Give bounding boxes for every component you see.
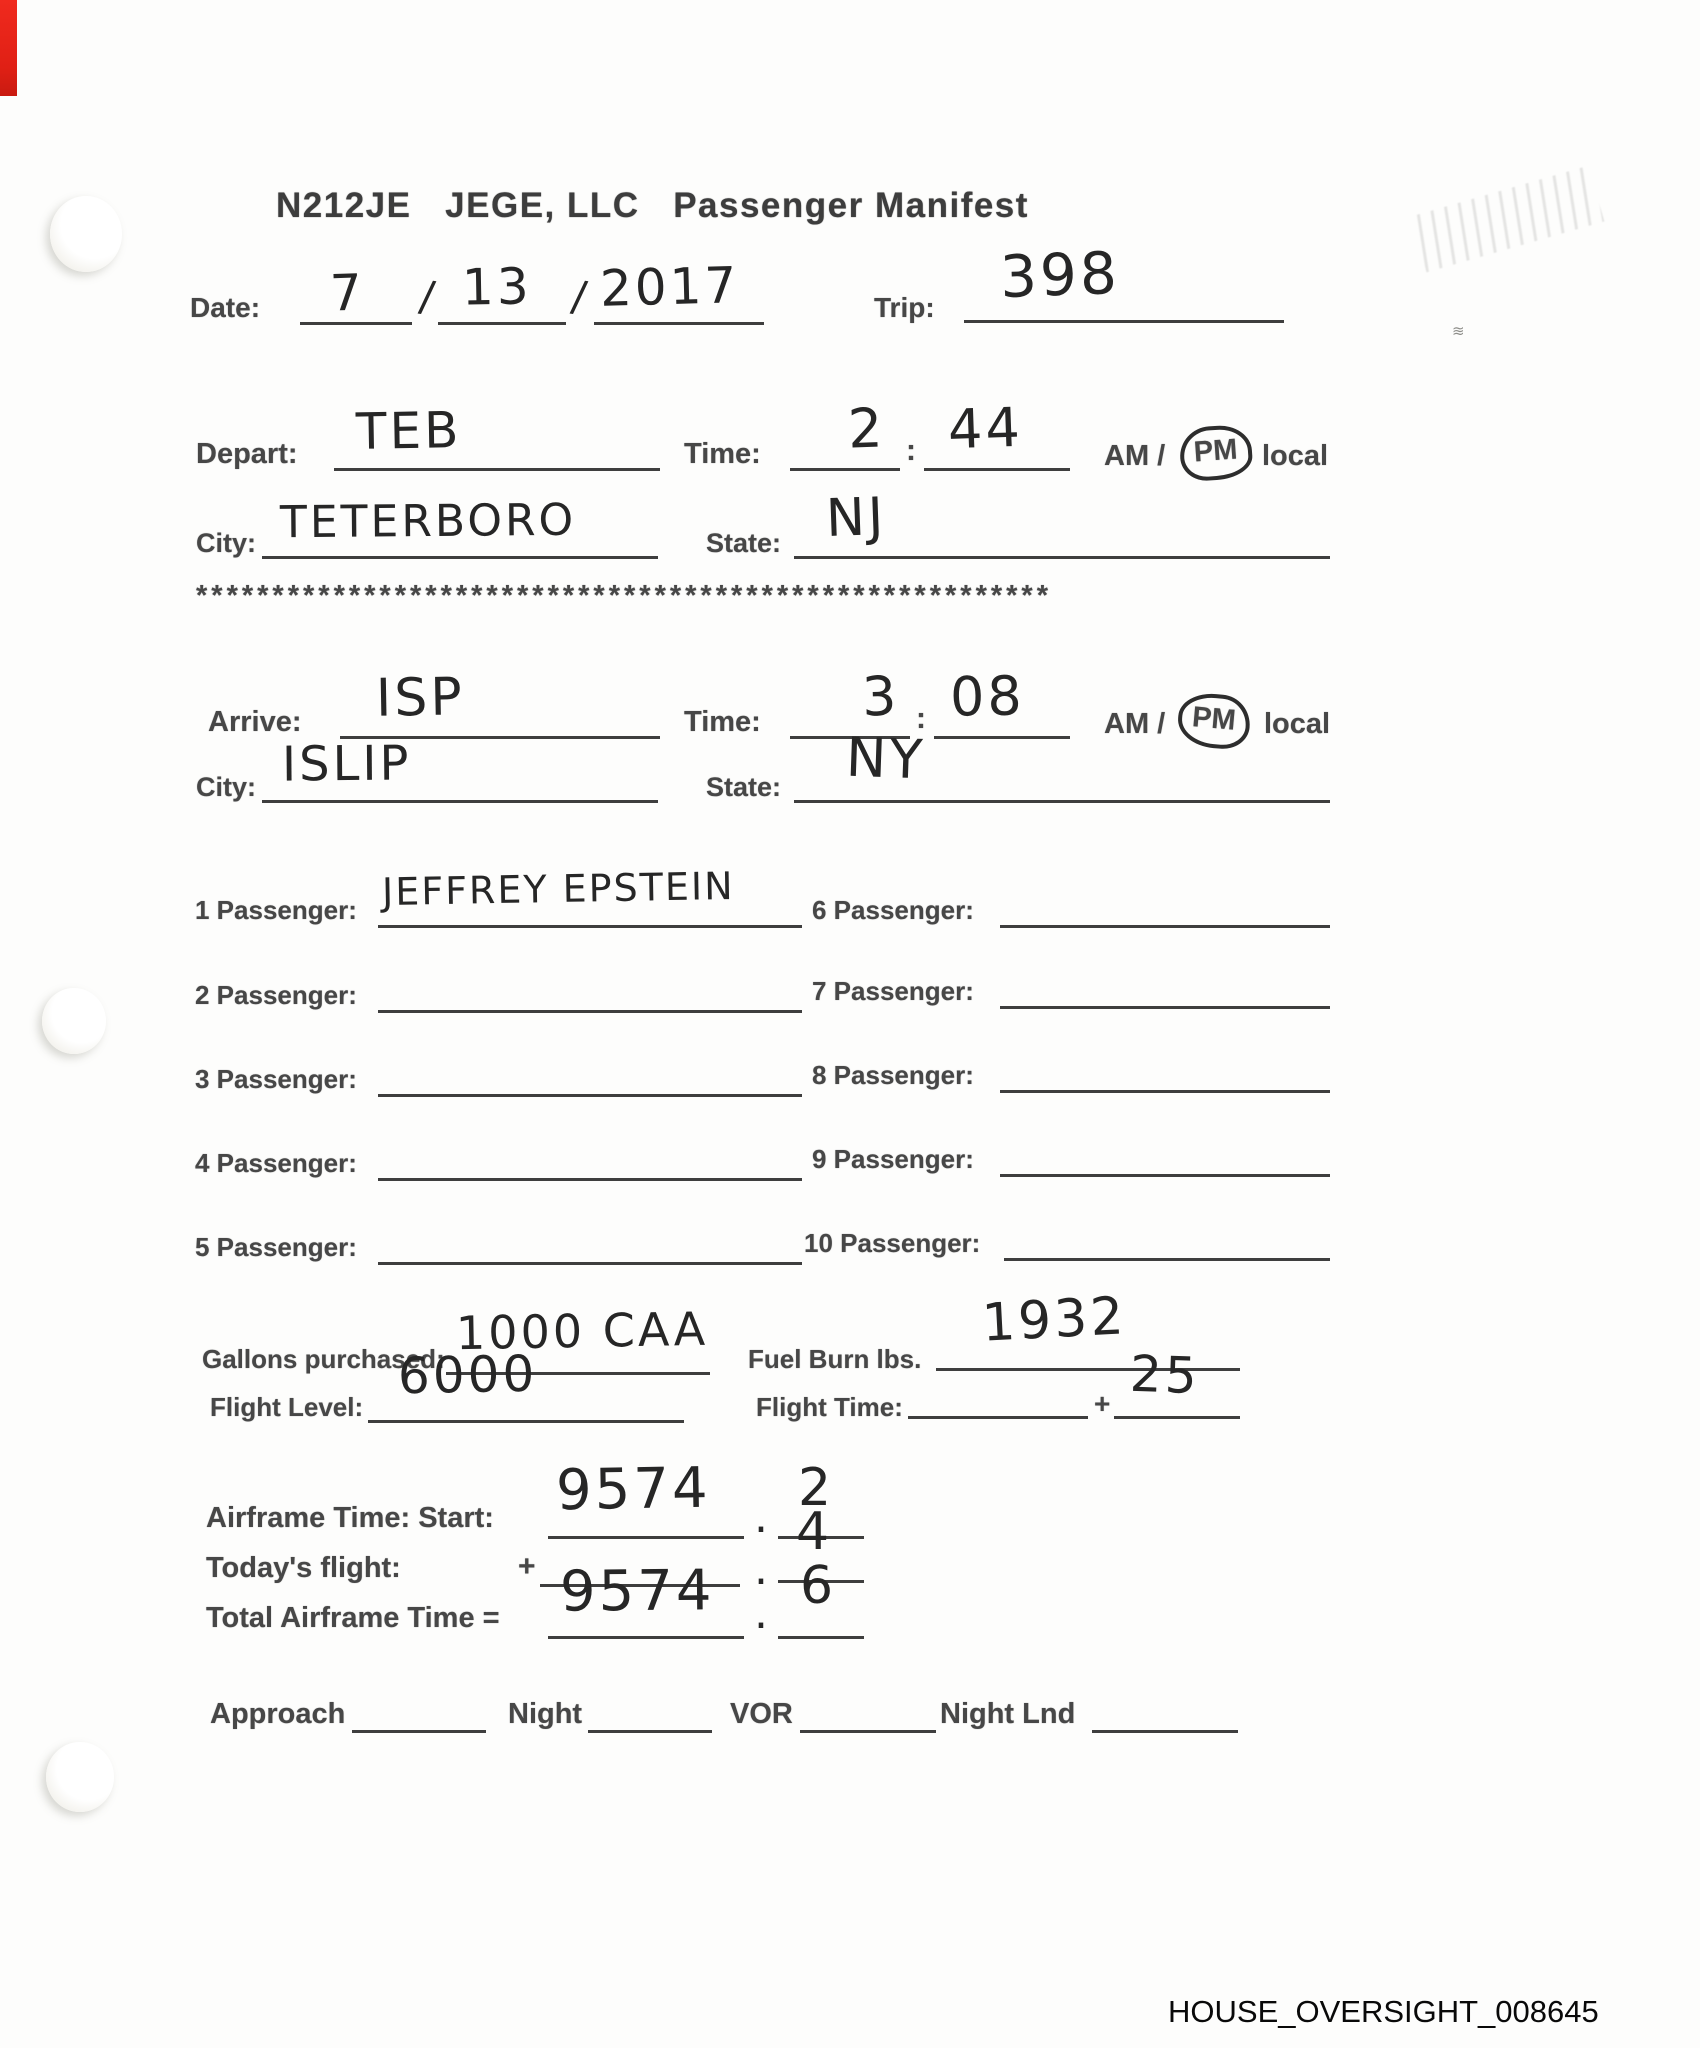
arrive-state-blank (794, 800, 1330, 803)
passenger-7-blank (1000, 1006, 1330, 1009)
airframe-start-blank (548, 1536, 744, 1539)
total-airframe-frac-handwriting: 6 (800, 1556, 837, 1616)
asterisk-separator: ******************************************************** (196, 580, 1052, 612)
todays-flight-frac-handwriting: 4 (796, 1502, 833, 1562)
depart-city-handwriting: TETERBORO (279, 494, 577, 549)
depart-local-label: local (1262, 440, 1329, 472)
todays-flight-dot: . (754, 1544, 771, 1595)
night-label: Night (508, 1698, 583, 1730)
depart-code-handwriting: TEB (355, 401, 462, 461)
passenger-1-label: 1 Passenger: (195, 895, 357, 925)
flight-time-blank-2 (1114, 1416, 1240, 1419)
arrive-time-label: Time: (684, 706, 761, 738)
todays-flight-plus: + (518, 1550, 536, 1583)
date-month-handwriting: 7 (328, 263, 366, 323)
depart-time-hour-handwriting: 2 (846, 396, 887, 461)
total-airframe-label: Total Airframe Time = (206, 1602, 500, 1634)
arrive-city-handwriting: ISLIP (281, 735, 412, 793)
arrive-code-handwriting: ISP (375, 667, 466, 729)
depart-blank (334, 468, 660, 471)
arrive-time-min-handwriting: 08 (949, 664, 1026, 729)
depart-time-min-handwriting: 44 (946, 395, 1024, 462)
passenger-5-blank (378, 1262, 802, 1265)
trip-label: Trip: (874, 292, 935, 323)
passenger-10-label: 10 Passenger: (804, 1228, 981, 1258)
depart-state-blank (794, 556, 1330, 559)
total-airframe-frac-blank (778, 1636, 864, 1639)
passenger-8-label: 8 Passenger: (812, 1060, 974, 1090)
arrive-local-label: local (1264, 708, 1331, 740)
airframe-start-frac-handwriting: 2 (798, 1458, 835, 1518)
flight-level-blank (368, 1420, 684, 1423)
arrive-state-handwriting: NY (844, 725, 927, 792)
arrive-city-label: City: (196, 772, 256, 802)
depart-ampm-prefix: AM / (1104, 440, 1166, 472)
depart-label: Depart: (196, 438, 298, 470)
arrive-city-blank (262, 800, 658, 803)
vor-label: VOR (730, 1698, 793, 1730)
pencil-smudge-mark (1411, 166, 1605, 273)
flight-time-label: Flight Time: (756, 1392, 903, 1422)
passenger-6-blank (1000, 925, 1330, 928)
scan-speck: ≋ (1452, 322, 1465, 340)
arrive-pm-circled: PM (1176, 691, 1252, 751)
date-year-handwriting: 2017 (599, 256, 740, 318)
total-airframe-handwriting: 9574 (559, 1558, 715, 1625)
arrive-ampm-prefix: AM / (1104, 708, 1166, 740)
passenger-3-blank (378, 1094, 802, 1097)
fuel-burn-label: Fuel Burn lbs. (748, 1344, 922, 1374)
airframe-start-handwriting: 9574 (555, 1455, 712, 1524)
hole-punch-bottom (46, 1742, 114, 1812)
flight-time-plus: + (1094, 1388, 1111, 1419)
todays-flight-label: Today's flight: (206, 1552, 401, 1584)
hole-punch-middle (42, 988, 106, 1054)
airframe-start-dot: . (754, 1492, 771, 1543)
arrive-label: Arrive: (208, 706, 302, 738)
flight-time-handwriting: 25 (1129, 1344, 1201, 1406)
trip-handwriting: 398 (998, 238, 1121, 312)
date-label: Date: (190, 292, 261, 323)
fuel-burn-handwriting: 1932 (980, 1286, 1128, 1354)
date-separator-1: / (416, 271, 441, 322)
approach-label: Approach (210, 1698, 346, 1730)
arrive-time-colon: : (916, 702, 926, 735)
passenger-8-blank (1000, 1090, 1330, 1093)
passenger-9-label: 9 Passenger: (812, 1144, 974, 1174)
passenger-1-handwriting: JEFFREY EPSTEIN (381, 863, 735, 915)
date-day-handwriting: 13 (461, 257, 533, 317)
depart-time-label: Time: (684, 438, 761, 470)
night-lnd-blank (1092, 1730, 1238, 1733)
passenger-1-blank (378, 925, 802, 928)
passenger-2-blank (378, 1010, 802, 1013)
vor-blank (800, 1730, 936, 1733)
gallons-purchased-handwriting: 1000 CAA (455, 1301, 709, 1361)
hole-punch-top (50, 196, 122, 272)
passenger-9-blank (1000, 1174, 1330, 1177)
passenger-2-label: 2 Passenger: (195, 980, 357, 1010)
depart-time-min-blank (924, 468, 1070, 471)
passenger-10-blank (1004, 1258, 1330, 1261)
passenger-7-label: 7 Passenger: (812, 976, 974, 1006)
night-blank (588, 1730, 712, 1733)
page-title: N212JE JEGE, LLC Passenger Manifest (276, 186, 1029, 225)
depart-state-label: State: (706, 528, 782, 558)
date-day-blank (438, 322, 566, 325)
arrive-time-min-blank (934, 736, 1070, 739)
approach-blank (352, 1730, 486, 1733)
scan-edge-red-strip (0, 0, 17, 96)
arrive-time-hour-handwriting: 3 (860, 664, 901, 729)
date-year-blank (594, 322, 764, 325)
flight-time-blank-1 (908, 1416, 1088, 1419)
flight-level-label: Flight Level: (210, 1392, 364, 1422)
gallons-purchased-label: Gallons purchased: (202, 1344, 445, 1374)
bates-number: HOUSE_OVERSIGHT_008645 (1168, 1994, 1599, 2029)
total-airframe-dot: . (754, 1588, 771, 1639)
passenger-4-label: 4 Passenger: (195, 1148, 357, 1178)
date-month-blank (300, 322, 412, 325)
depart-time-hour-blank (790, 468, 900, 471)
depart-state-handwriting: NJ (824, 486, 888, 550)
passenger-3-label: 3 Passenger: (195, 1064, 357, 1094)
night-lnd-label: Night Lnd (940, 1698, 1076, 1730)
date-separator-2: / (568, 271, 593, 322)
depart-city-blank (262, 556, 658, 559)
flight-level-handwriting: 6000 (397, 1344, 538, 1406)
passenger-5-label: 5 Passenger: (195, 1232, 357, 1262)
airframe-start-label: Airframe Time: Start: (206, 1502, 494, 1534)
passenger-4-blank (378, 1178, 802, 1181)
trip-blank (964, 320, 1284, 323)
passenger-6-label: 6 Passenger: (812, 895, 974, 925)
arrive-state-label: State: (706, 772, 782, 802)
depart-time-colon: : (906, 434, 916, 467)
total-airframe-blank (548, 1636, 744, 1639)
depart-city-label: City: (196, 528, 256, 558)
depart-pm-circled: PM (1178, 424, 1253, 483)
